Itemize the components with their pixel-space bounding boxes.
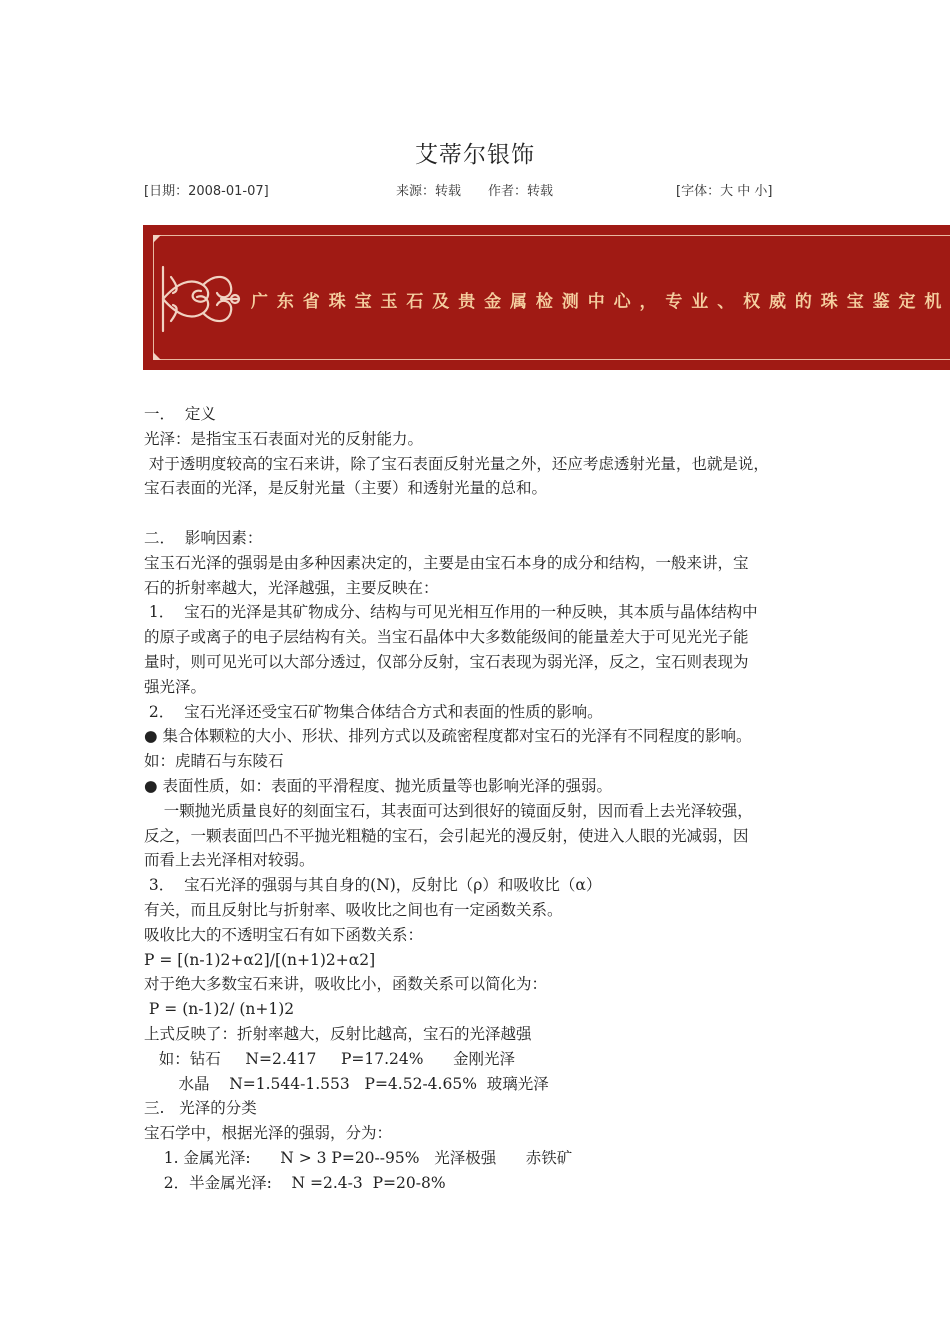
article-body: [144, 402, 824, 1196]
corner-decoration-icon: [153, 352, 161, 360]
paragraph-line: 3． 宝石光泽的强弱与其自身的(N)，反射比（ρ）和吸收比（α）: [144, 876, 602, 895]
paragraph-line: ● 表面性质，如：表面的平滑程度、抛光质量等也影响光泽的强弱。: [144, 776, 612, 795]
paragraph-line: [144, 501, 824, 526]
paragraph-line: 石的折射率越大，光泽越强，主要反映在：: [144, 578, 439, 597]
paragraph-line: 对于绝大多数宝石来讲，吸收比小，函数关系可以简化为：: [144, 975, 548, 994]
paragraph-line: 宝石表面的光泽，是反射光量（主要）和透射光量的总和。: [144, 479, 548, 498]
paragraph-line: ● 集合体颗粒的大小、形状、排列方式以及疏密程度都对宝石的光泽有不同程度的影响。: [144, 727, 752, 746]
paragraph-line: 2．半金属光泽: N =2.4-3 P=20-8%: [144, 1173, 446, 1192]
floral-scroll-icon: [157, 263, 243, 335]
paragraph-line: 而看上去光泽相对较弱。: [144, 851, 315, 870]
paragraph-line: 三. 光泽的分类: [144, 1099, 257, 1118]
paragraph-line: 对于透明度较高的宝石来讲，除了宝石表面反射光量之外，还应考虑透射光量，也就是说，: [144, 454, 769, 473]
font-size-control[interactable]: [字体：大 中 小]: [676, 184, 773, 199]
date-label: [日期：2008-01-07]: [144, 184, 269, 199]
corner-decoration-icon: [153, 235, 161, 243]
paragraph-line: 如：虎睛石与东陵石: [144, 752, 284, 771]
paragraph-line: 吸收比大的不透明宝石有如下函数关系：: [144, 925, 424, 944]
banner-slogan: 广东省珠宝玉石及贵金属检测中心，专业、权威的珠宝鉴定机: [251, 292, 950, 312]
paragraph-line: P = (n-1)2/ (n+1)2: [144, 1000, 295, 1019]
paragraph-line: 光泽：是指宝玉石表面对光的反射能力。: [144, 429, 424, 448]
paragraph-line: 如：钻石 N=2.417 P=17.24% 金刚光泽: [144, 1049, 516, 1068]
paragraph-line: 宝玉石光泽的强弱是由多种因素决定的，主要是由宝石本身的成分和结构，一般来讲，宝: [144, 553, 749, 572]
paragraph-line: 2． 宝石光泽还受宝石矿物集合体结合方式和表面的性质的影响。: [144, 702, 603, 721]
paragraph-line: 1． 宝石的光泽是其矿物成分、结构与可见光相互作用的一种反映，其本质与晶体结构中: [144, 603, 758, 622]
paragraph-line: 1. 金属光泽: N > 3 P=20--95% 光泽极强 赤铁矿: [144, 1148, 573, 1167]
paragraph-line: 的原子或离子的电子层结构有关。当宝石晶体中大多数能级间的能量差大于可见光光子能: [144, 628, 749, 647]
paragraph-line: 宝石学中，根据光泽的强弱，分为：: [144, 1124, 393, 1143]
page-title: 艾蒂尔银饰: [415, 142, 535, 168]
paragraph-line: 强光泽。: [144, 677, 207, 696]
paragraph-line: 一颗抛光质量良好的刻面宝石，其表面可达到很好的镜面反射，因而看上去光泽较强，: [144, 801, 753, 820]
paragraph-line: 上式反映了：折射率越大，反射比越高，宝石的光泽越强: [144, 1024, 532, 1043]
paragraph-line: 量时，则可见光可以大部分透过，仅部分反射，宝石表现为弱光泽，反之，宝石则表现为: [144, 652, 749, 671]
paragraph-line: 水晶 N=1.544-1.553 P=4.52-4.65% 玻璃光泽: [144, 1074, 549, 1093]
author-label: 作者：转载: [488, 184, 554, 199]
paragraph-line: 二． 影响因素：: [144, 528, 263, 547]
paragraph-line: 反之，一颗表面凹凸不平抛光粗糙的宝石，会引起光的漫反射，使进入人眼的光减弱，因: [144, 826, 749, 845]
paragraph-line: 一． 定义: [144, 405, 216, 423]
source-label: 来源：转载: [396, 184, 462, 199]
ad-banner[interactable]: [143, 225, 950, 370]
paragraph-line: 有关，而且反射比与折射率、吸收比之间也有一定函数关系。: [144, 900, 563, 919]
paragraph-line: P = [(n-1)2+α2]/[(n+1)2+α2]: [144, 950, 376, 969]
